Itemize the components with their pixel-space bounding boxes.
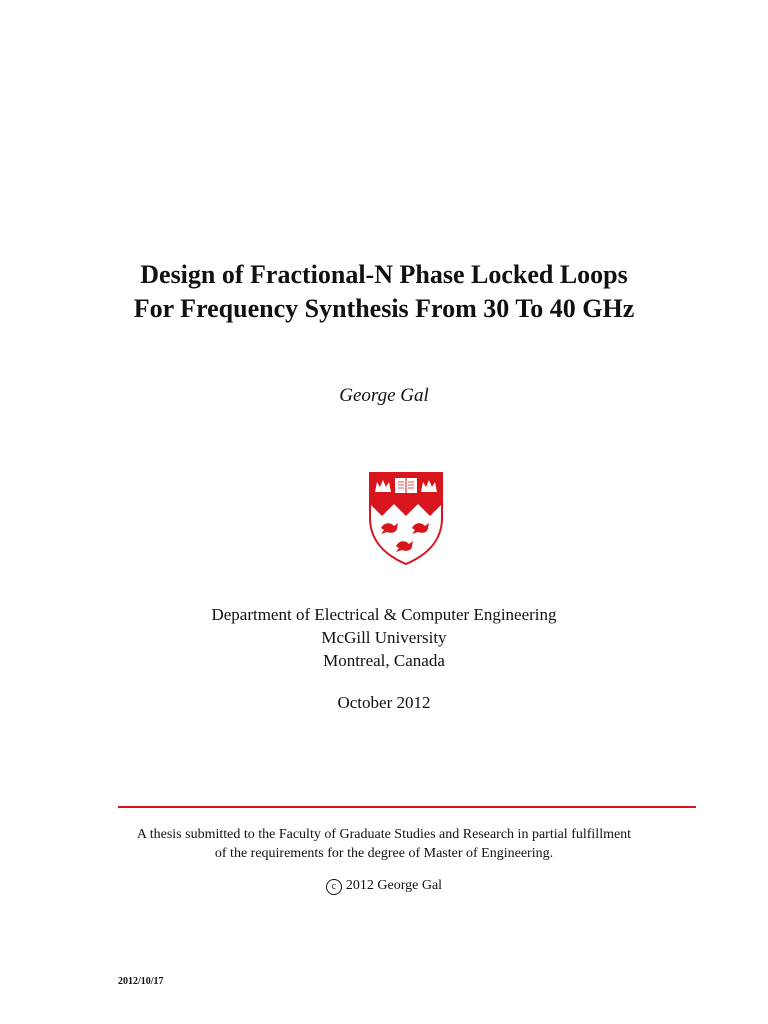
submission-date: October 2012 xyxy=(337,693,431,712)
thesis-title-line-1: Design of Fractional-N Phase Locked Loops xyxy=(140,260,628,289)
copyright-icon: c xyxy=(326,879,342,895)
thesis-title xyxy=(0,258,768,326)
thesis-statement xyxy=(0,825,768,863)
date-stamp: 2012/10/17 xyxy=(118,976,164,987)
copyright-notice xyxy=(0,876,768,895)
copyright-text: 2012 George Gal xyxy=(345,878,443,893)
university-name: McGill University xyxy=(321,628,447,647)
mcgill-crest-icon xyxy=(367,470,445,566)
affiliation xyxy=(0,603,768,672)
author-name: George Gal xyxy=(339,385,429,406)
location: Montreal, Canada xyxy=(323,651,445,670)
thesis-statement-line-2: of the requirements for the degree of Master of Engineering. xyxy=(214,846,554,861)
department-name: Department of Electrical & Computer Engineering xyxy=(211,605,557,624)
horizontal-rule xyxy=(118,806,696,808)
thesis-title-line-2: For Frequency Synthesis From 30 To 40 GHz xyxy=(133,294,635,323)
thesis-statement-line-1: A thesis submitted to the Faculty of Graduate Studies and Research in partial fulfillment xyxy=(136,827,632,842)
